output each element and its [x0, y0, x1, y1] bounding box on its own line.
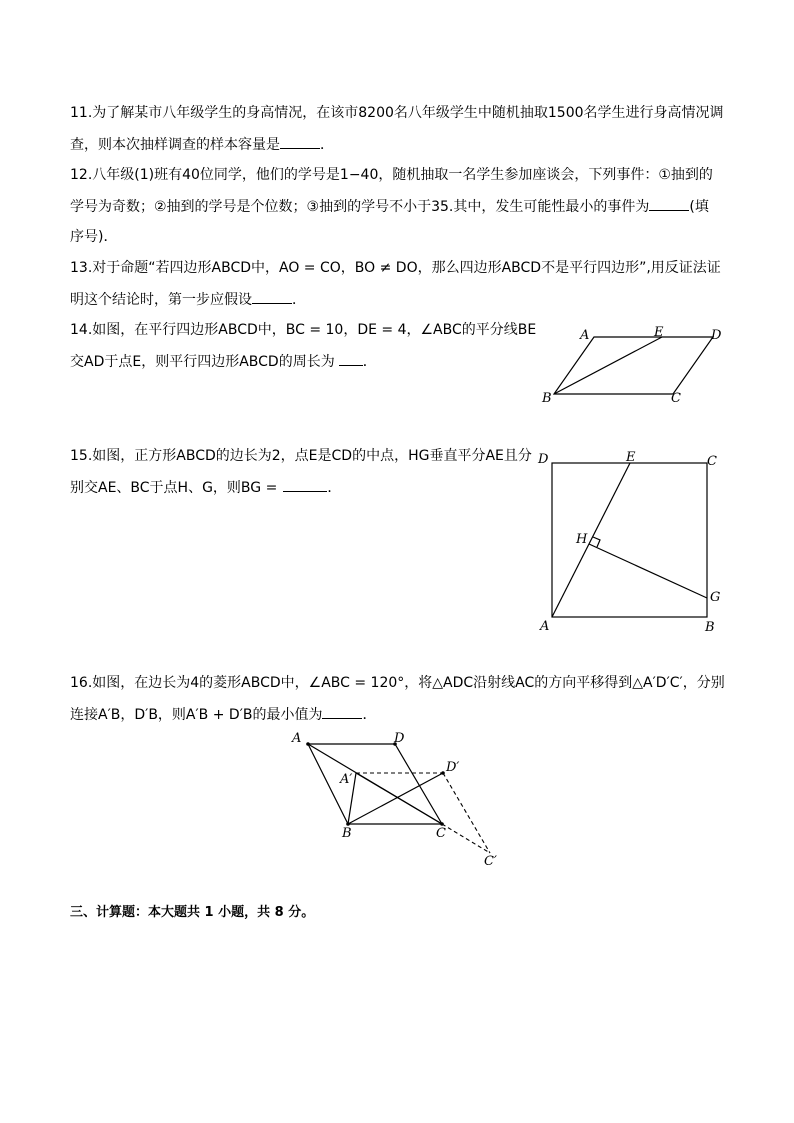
- q14-answer-blank[interactable]: [339, 351, 363, 366]
- q15-square-figure: [530, 445, 730, 640]
- section-3-heading: 三、计算题：本大题共 1 小题，共 8 分。: [70, 905, 315, 920]
- q12-line1: 12.八年级(1)班有40位同学，他们的学号是1−40，随机抽取一名学生参加座谈会，下列事件：①抽到的: [70, 167, 713, 183]
- q15-end: ．: [327, 480, 342, 496]
- q12-line2: [70, 196, 709, 217]
- bisector-be: [554, 337, 662, 394]
- dashed-cc1: [442, 824, 490, 853]
- q11-answer-blank[interactable]: [280, 134, 320, 149]
- q14-parallelogram-figure: [530, 322, 730, 412]
- label-c: C: [436, 826, 446, 841]
- q15-answer-blank[interactable]: [283, 477, 327, 492]
- label-b: B: [542, 391, 552, 406]
- q14-text: 交AD于点E，则平行四边形ABCD的周长为: [70, 354, 335, 370]
- q13-answer-blank[interactable]: [252, 289, 292, 304]
- label-c: C: [671, 391, 681, 406]
- right-angle-mark: [593, 537, 600, 547]
- q12-line3: 序号)．: [70, 229, 118, 245]
- label-c: C: [707, 454, 717, 469]
- label-d: D: [538, 452, 549, 467]
- label-b: B: [342, 826, 352, 841]
- label-h: H: [576, 532, 588, 547]
- q14-line1: 14.如图，在平行四边形ABCD中，BC = 10，DE = 4，∠ABC的平分线BE: [70, 322, 537, 338]
- label-a: A: [580, 328, 590, 343]
- q13-line2: [70, 289, 306, 310]
- q13-end: ．: [292, 292, 306, 308]
- label-c-prime: C′: [484, 854, 497, 869]
- q16-answer-blank[interactable]: [322, 704, 362, 719]
- q16-line2: [70, 704, 376, 725]
- q11-text: 查，则本次抽样调查的样本容量是: [70, 137, 280, 153]
- q14-line2: [70, 351, 377, 372]
- parallelogram-abcd: [554, 337, 713, 394]
- q16-rhombus-figure: [280, 725, 520, 875]
- q12-text: 学号为奇数；②抽到的学号是个位数；③抽到的学号不小于35.其中，发生可能性最小的事件为: [70, 199, 650, 215]
- q13-line1: 13.对于命题“若四边形ABCD中，AO = CO，BO ≠ DO，那么四边形ABCD不是平行四边形”,用反证法证: [70, 260, 721, 276]
- label-e: E: [654, 325, 664, 340]
- label-a: A: [292, 731, 302, 746]
- label-b: B: [705, 620, 715, 635]
- label-a: A: [540, 619, 550, 634]
- q15-line2: [70, 477, 341, 498]
- q15-text: 别交AE、BC于点H、G，则BG =: [70, 480, 278, 496]
- dashed-d1c1: [443, 773, 490, 853]
- q14-end: ．: [362, 354, 377, 370]
- q16-line1: 16.如图，在边长为4的菱形ABCD中，∠ABC = 120°，将△ADC沿射线AC的方向平移得到△A′D′C′，分别: [70, 675, 725, 691]
- q11-line2: [70, 134, 334, 155]
- label-d-prime: D′: [446, 760, 460, 775]
- q12-answer-blank[interactable]: [649, 196, 689, 211]
- point-a: [306, 742, 310, 746]
- label-e: E: [626, 450, 636, 465]
- label-g: G: [710, 590, 721, 605]
- q16-end: ．: [362, 707, 377, 723]
- label-d: D: [711, 328, 722, 343]
- q11-end: ．: [320, 137, 334, 153]
- label-d: D: [394, 731, 405, 746]
- q12-end: (填: [689, 199, 709, 215]
- q11-line1: 11.为了解某市八年级学生的身高情况，在该市8200名八年级学生中随机抽取1500名学生进行身高情况调: [70, 105, 724, 121]
- label-a-prime: A′: [340, 772, 353, 787]
- q15-line1: 15.如图，正方形ABCD的边长为2，点E是CD的中点，HG垂直平分AE且分: [70, 448, 532, 464]
- perpendicular-bisector-hg: [589, 544, 707, 598]
- segment-ae: [552, 463, 630, 617]
- q16-text: 连接A′B，D′B，则A′B + D′B的最小值为: [70, 707, 323, 723]
- point-d1: [441, 771, 445, 775]
- q13-text: 明这个结论时，第一步应假设: [70, 292, 252, 308]
